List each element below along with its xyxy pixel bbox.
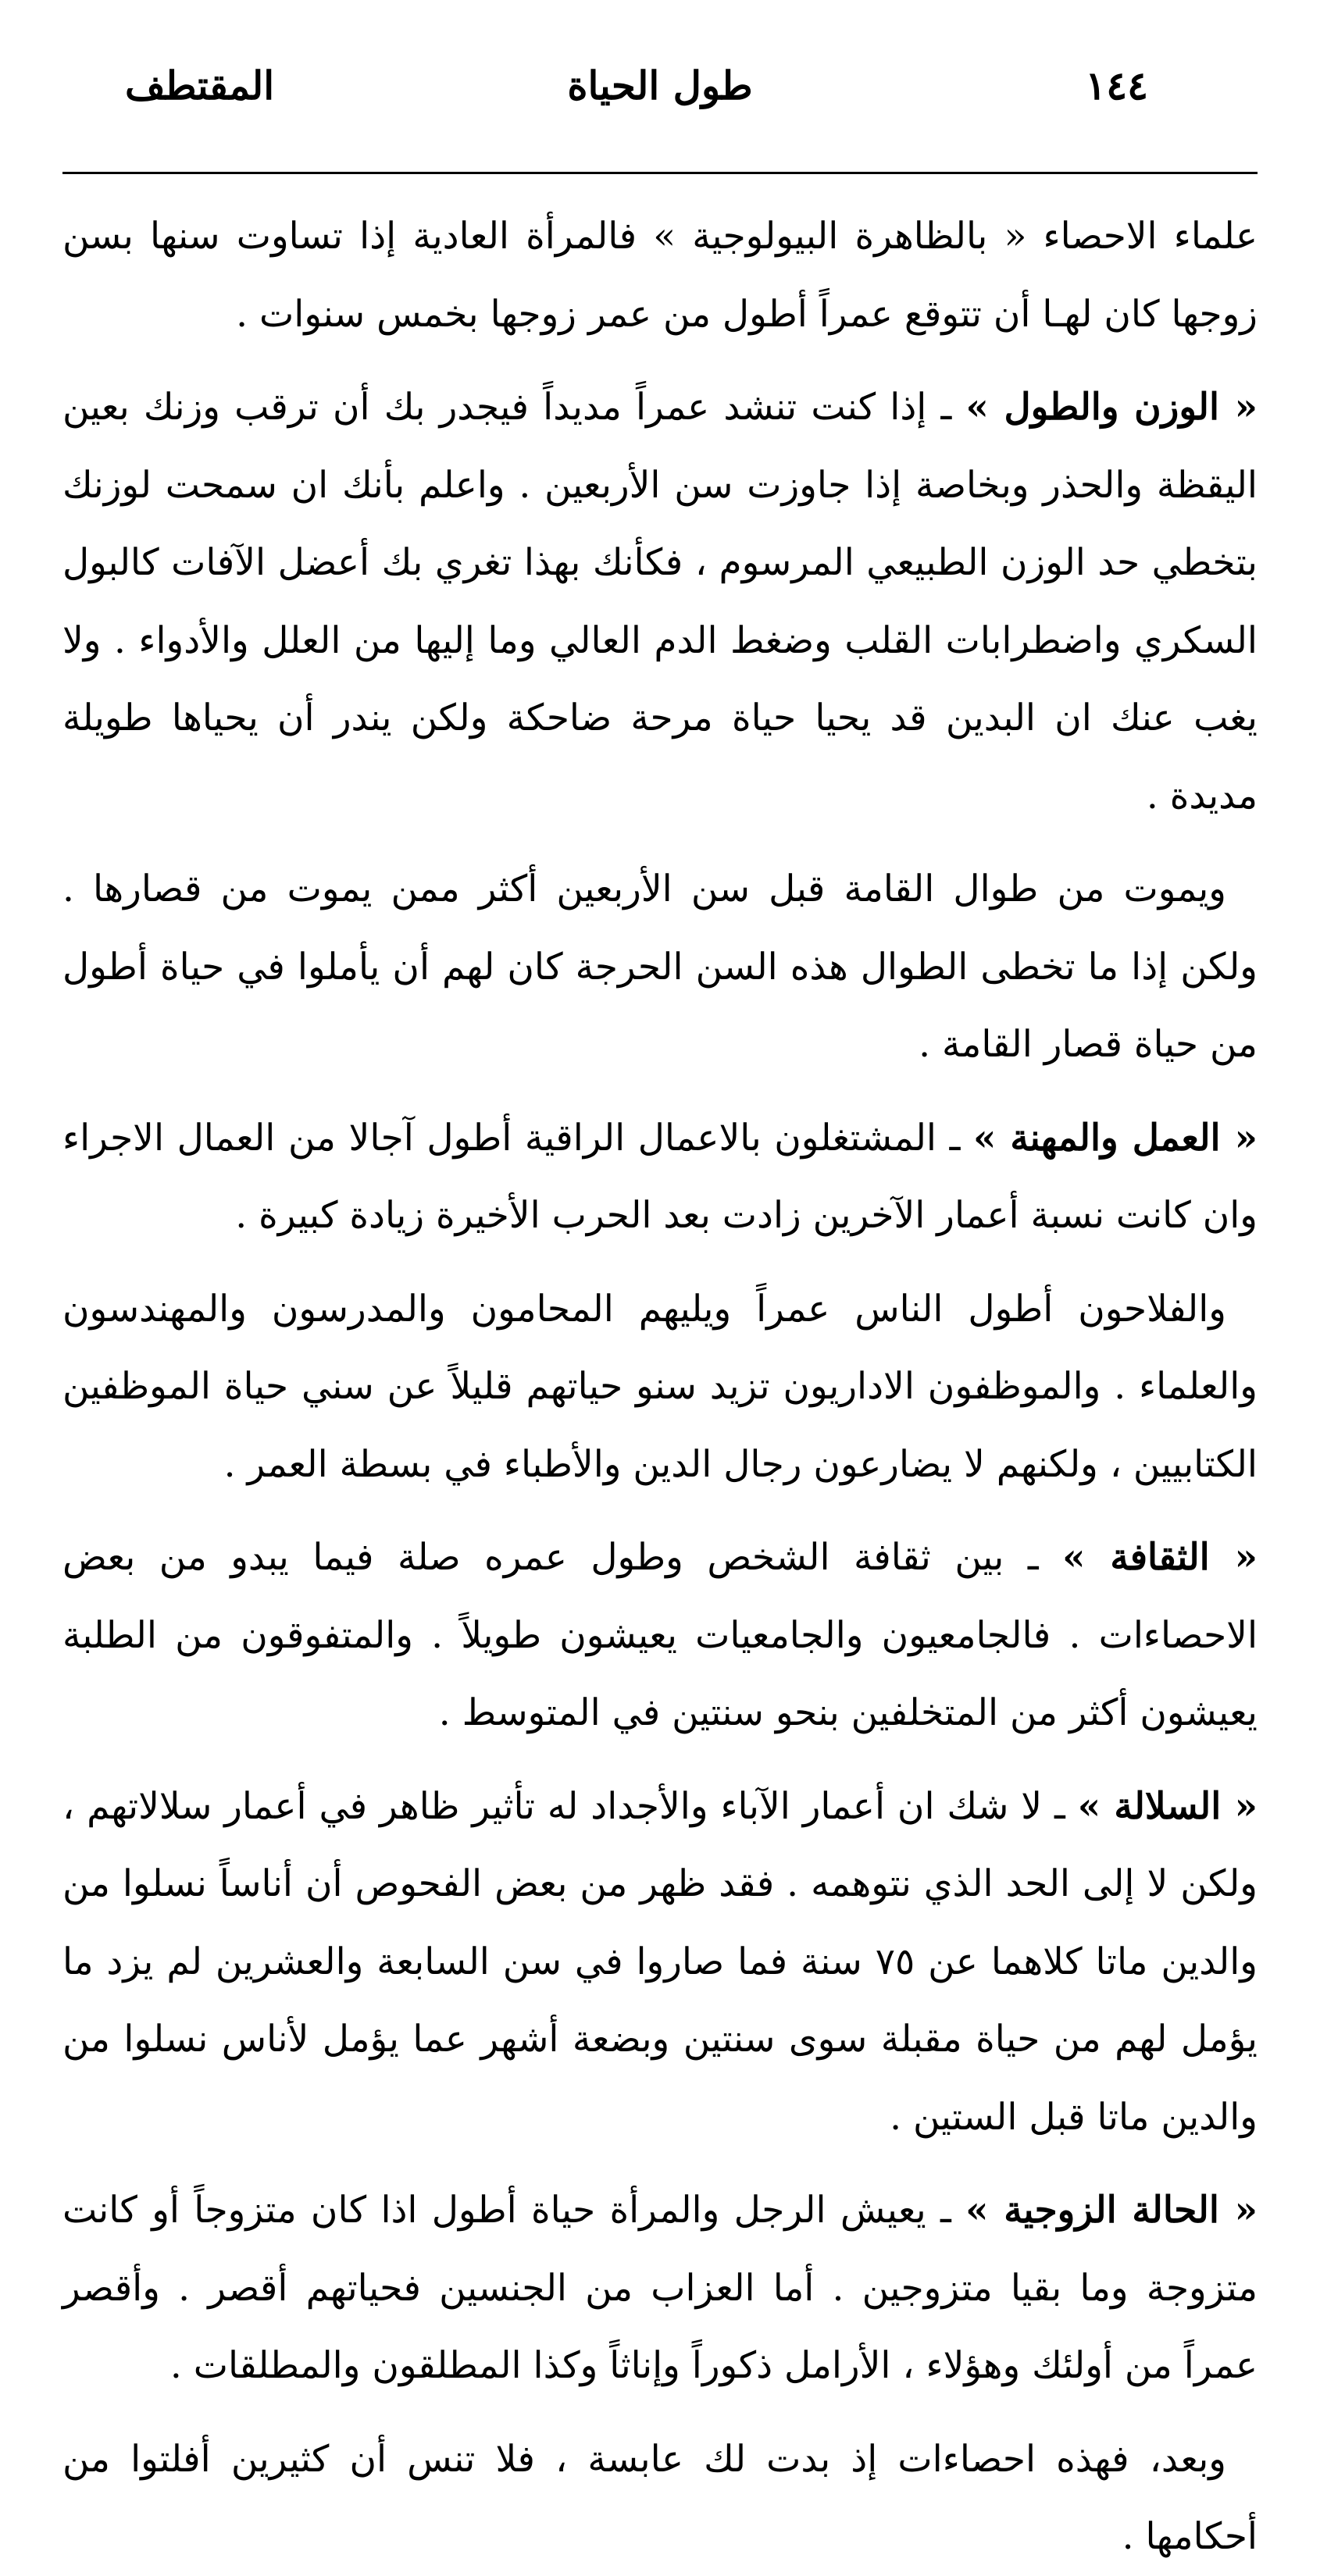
- paragraph-text: ـ المشتغلون بالاعمال الراقية أطول آجالا من العمال الاجراء وان كانت نسبة أعمار الآخرين زادت بعد الحرب الأخيرة زيادة كبيرة .: [62, 1116, 1258, 1237]
- section-heading: « الحالة الزوجية »: [965, 2189, 1258, 2232]
- section-heading: « العمل والمهنة »: [973, 1116, 1258, 1160]
- paragraph-text: وبعد، فهذه احصاءات إذ بدت لك عابسة ، فلا تنس أن كثيرين أفلتوا من أحكامها .: [62, 2437, 1258, 2558]
- section-heading: « الوزن والطول »: [965, 386, 1258, 429]
- paragraph-text: ـ إذا كنت تنشد عمراً مديداً فيجدر بك أن ترقب وزنك بعين اليقظة والحذر وبخاصة إذا جاوزت سن الأربعين . واعلم بأنك ان سمحت لوزنك بتخطي حد الوزن الطبيعي المرسوم ، فكأنك بهذا تغري بك أعضل الآفات كالبول السكري واضطرابات القلب وضغط الدم العالي وما إليها من العلل والأدواء . ولا يغب عنك ان البدين قد يحيا حياة مرحة ضاحكة ولكن يندر أن يحياها طويلة مديدة .: [62, 386, 1258, 818]
- paragraph: [62, 2172, 1258, 2405]
- paragraph-text: والفلاحون أطول الناس عمراً ويليهم المحامون والمدرسون والمهندسون والعلماء . والموظفون الاداريون تزيد سنو حياتهم قليلاً عن سني حياة الموظفين الكتابيين ، ولكنهم لا يضارعون رجال الدين والأطباء في بسطة العمر .: [62, 1287, 1258, 1486]
- paragraph: [62, 850, 1258, 1084]
- paragraph: [62, 2421, 1258, 2576]
- paragraph-text: ـ بين ثقافة الشخص وطول عمره صلة فيما يبدو من بعض الاحصاءات . فالجامعيون والجامعيات يعيشون طويلاً . والمتفوقون من الطلبة يعيشون أكثر من المتخلفين بنحو سنتين في المتوسط .: [62, 1536, 1258, 1734]
- header-rule: [62, 172, 1258, 174]
- paragraph: [62, 369, 1258, 835]
- journal-name: المقتطف: [125, 62, 275, 109]
- paragraph: [62, 1768, 1258, 2157]
- page-number: ١٤٤: [1085, 62, 1148, 109]
- paragraph-text: ـ لا شك ان أعمار الآباء والأجداد له تأثير ظاهر في أعمار سلالاتهم ، ولكن لا إلى الحد الذي نتوهمه . فقد ظهر من بعض الفحوص أن أناساً نسلوا من والدين ماتا كلاهما عن ٧٥ سنة فما صاروا في سن السابعة والعشرين لم يزد ما يؤمل لهم من حياة مقبلة سوى سنتين وبضعة أشهر عما يؤمل لأناس نسلوا من والدين ماتا قبل الستين .: [62, 1784, 1258, 2139]
- paragraph: [62, 1519, 1258, 1752]
- paragraph-text: ويموت من طوال القامة قبل سن الأربعين أكثر ممن يموت من قصارها . ولكن إذا ما تخطى الطوال هذه السن الحرجة كان لهم أن يأملوا في حياة أطول من حياة قصار القامة .: [62, 868, 1258, 1066]
- running-title: طول الحياة: [567, 62, 753, 109]
- running-head: [62, 47, 1258, 125]
- section-heading: « السلالة »: [1077, 1784, 1258, 1828]
- paragraph: [62, 1099, 1258, 1255]
- article-body: [62, 198, 1258, 2576]
- section-heading: « الثقافة »: [1062, 1536, 1258, 1579]
- paragraph: [62, 1270, 1258, 1504]
- paragraph: [62, 198, 1258, 353]
- paragraph-text: ـ يعيش الرجل والمرأة حياة أطول اذا كان متزوجاً أو كانت متزوجة وما بقيا متزوجين . أما العزاب من الجنسين فحياتهم أقصر . وأقصر عمراً من أولئك وهؤلاء ، الأرامل ذكوراً وإناثاً وكذا المطلقون والمطلقات .: [62, 2189, 1258, 2387]
- paragraph-text: علماء الاحصاء « بالظاهرة البيولوجية » فالمرأة العادية إذا تساوت سنها بسن زوجها كان لهـا أن تتوقع عمراً أطول من عمر زوجها بخمس سنوات .: [62, 215, 1258, 336]
